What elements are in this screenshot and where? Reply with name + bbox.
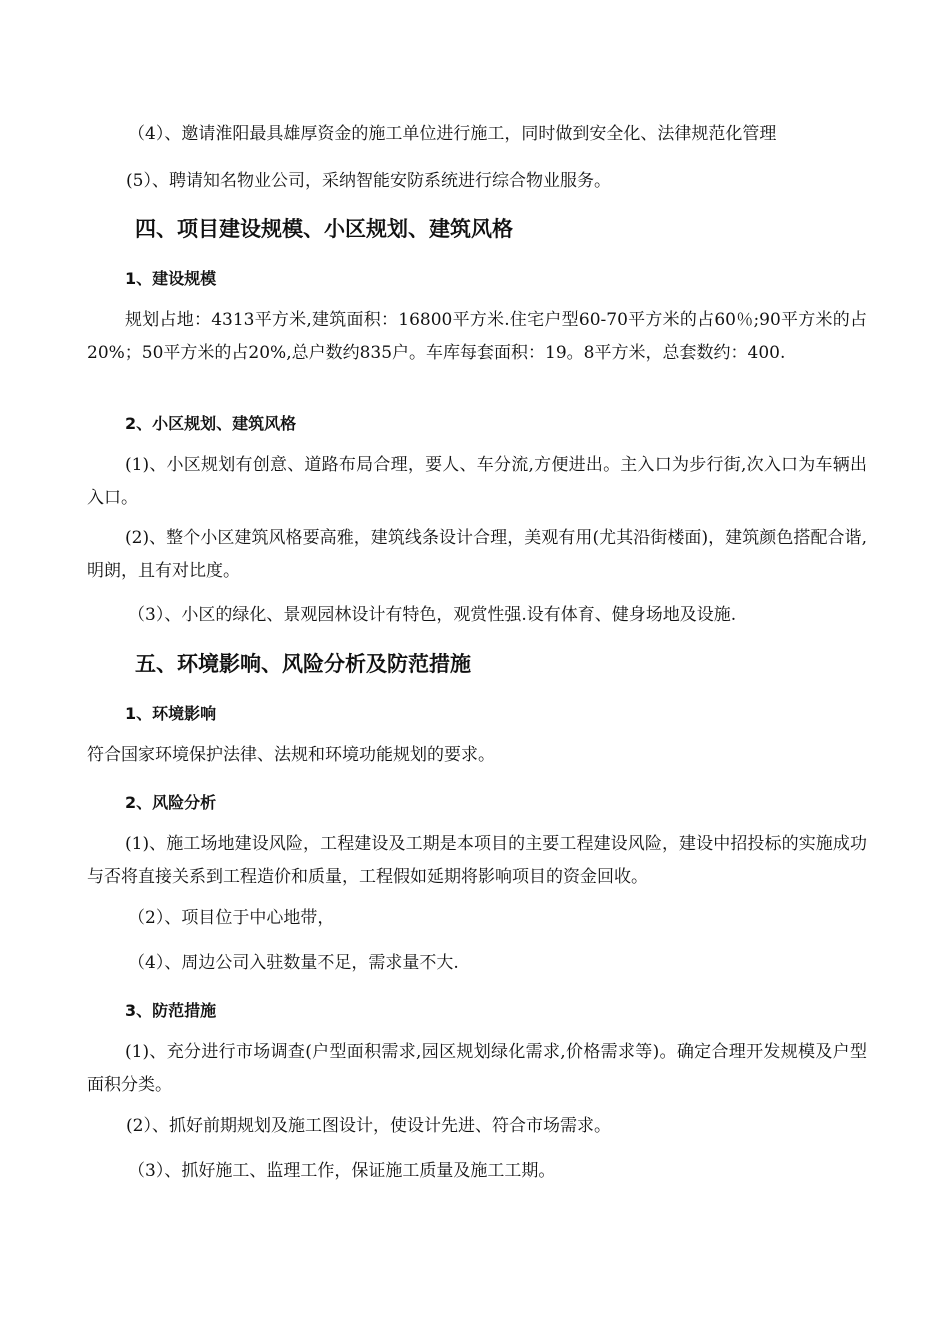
section-5-sub-3-para-3: （3）、抓好施工、监理工作，保证施工质量及施工工期。 [128, 1161, 556, 1181]
section-4-sub-2-para-3: （3）、小区的绿化、景观园林设计有特色，观赏性强.设有体育、健身场地及设施. [128, 605, 737, 625]
section-5-heading: 五、环境影响、风险分析及防范措施 [135, 652, 471, 676]
section-5-sub-1-heading: 1、环境影响 [125, 704, 217, 723]
section-4-sub-2-heading: 2、小区规划、建筑风格 [125, 414, 297, 433]
section-5-sub-2-para-4: （4）、周边公司入驻数量不足，需求量不大. [128, 953, 459, 973]
section-5-sub-3-para-1: (1)、充分进行市场调查(户型面积需求,园区规划绿化需求,价格需求等)。确定合理开发规模及户型面积分类。 [87, 1042, 867, 1095]
section-4-sub-2-para-1: (1)、小区规划有创意、道路布局合理，要人、车分流,方便进出。主入口为步行街,次入口为车辆出入口。 [87, 455, 867, 508]
section-5-sub-2-para-1: (1)、施工场地建设风险，工程建设及工期是本项目的主要工程建设风险，建设中招投标的实施成功与否将直接关系到工程造价和质量，工程假如延期将影响项目的资金回收。 [87, 834, 867, 887]
section-5-sub-1-text: 符合国家环境保护法律、法规和环境功能规划的要求。 [87, 745, 495, 765]
section-4-sub-2-para-2: (2)、整个小区建筑风格要高雅，建筑线条设计合理，美观有用(尤其沿街楼面)，建筑颜色搭配合谐,明朗，且有对比度。 [87, 528, 867, 581]
section-5-sub-3-heading: 3、防范措施 [125, 1001, 217, 1020]
section-5-sub-3-para-2: (2）、抓好前期规划及施工图设计，使设计先进、符合市场需求。 [126, 1116, 611, 1136]
section-5-sub-2-para-2: （2）、项目位于中心地带， [128, 908, 335, 928]
section-4-sub-1-heading: 1、建设规模 [125, 269, 217, 288]
section-4-heading: 四、项目建设规模、小区规划、建筑风格 [135, 217, 513, 241]
section-5-sub-2-heading: 2、风险分析 [125, 793, 217, 812]
paragraph-top-4: （4）、邀请淮阳最具雄厚资金的施工单位进行施工，同时做到安全化、法律规范化管理 [128, 124, 777, 144]
section-4-sub-1-text: 规划占地：4313平方米,建筑面积：16800平方米.住宅户型60-70平方米的占60％;90平方米的占20%；50平方米的占20%,总户数约835户。车库每套面积：19。8平方米，总套数约：400. [87, 310, 867, 363]
paragraph-top-5: (5）、聘请知名物业公司，采纳智能安防系统进行综合物业服务。 [126, 171, 611, 191]
